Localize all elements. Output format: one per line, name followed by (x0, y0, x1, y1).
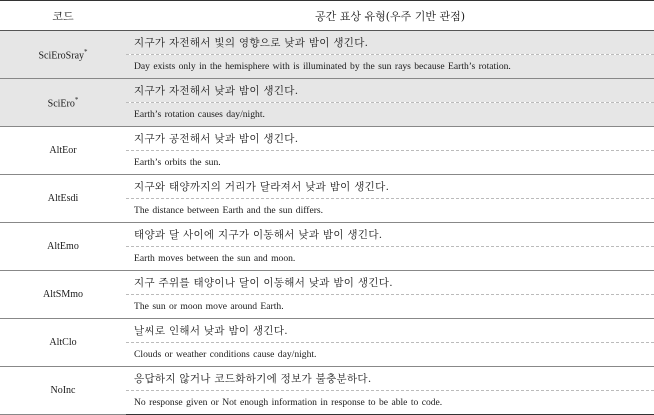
table-header-row (0, 1, 654, 31)
code-label: AltClo (49, 337, 77, 348)
korean-description: 태양과 달 사이에 지구가 이동해서 낮과 밤이 생긴다. (126, 223, 654, 247)
code-cell (0, 223, 126, 271)
korean-description: 지구가 자전해서 낮과 밤이 생긴다. (126, 79, 654, 103)
table-row (0, 127, 654, 151)
code-label: SciEroSray (38, 50, 85, 62)
korean-description: 지구가 공전해서 낮과 밤이 생긴다. (126, 127, 654, 151)
code-cell (0, 127, 126, 175)
code-mark: * (84, 47, 88, 56)
english-description: No response given or Not enough information in response to be able to code. (126, 391, 654, 415)
code-cell (0, 175, 126, 223)
english-description: Day exists only in the hemisphere with is illuminated by the sun rays because Earth’s rotation. (126, 55, 654, 79)
korean-description: 지구가 자전해서 빛의 영향으로 낮과 밤이 생긴다. (126, 31, 654, 55)
korean-description: 응답하지 않거나 코드화하기에 정보가 불충분하다. (126, 367, 654, 391)
code-label: AltSMmo (42, 289, 83, 300)
table-row (0, 175, 654, 199)
code-cell (0, 319, 126, 367)
header-code: 코드 (0, 1, 126, 31)
code-mark: * (74, 95, 79, 104)
code-label: NoInc (50, 385, 76, 396)
table-row (0, 79, 654, 103)
english-description: Clouds or weather conditions cause day/night. (126, 343, 654, 367)
korean-description: 날씨로 인해서 낮과 밤이 생긴다. (126, 319, 654, 343)
table-row (0, 367, 654, 391)
code-cell (0, 367, 126, 415)
table-row (0, 223, 654, 247)
english-description: Earth’s rotation causes day/night. (126, 103, 654, 127)
code-label: SciEro (47, 98, 75, 110)
code-label: AltEmo (47, 241, 79, 252)
table-row (0, 319, 654, 343)
code-cell (0, 79, 126, 127)
table-row (0, 271, 654, 295)
code-cell (0, 271, 126, 319)
english-description: Earth’s orbits the sun. (126, 151, 654, 175)
header-description: 공간 표상 유형(우주 기반 관점) (126, 1, 654, 31)
korean-description: 지구 주위를 태양이나 달이 이동해서 낮과 밤이 생긴다. (126, 271, 654, 295)
korean-description: 지구와 태양까지의 거리가 달라져서 낮과 밤이 생긴다. (126, 175, 654, 199)
table-row (0, 31, 654, 55)
code-label: AltEsdi (47, 193, 79, 204)
code-label: AltEor (49, 145, 77, 156)
code-cell (0, 31, 126, 79)
english-description: The sun or moon move around Earth. (126, 295, 654, 319)
english-description: The distance between Earth and the sun differs. (126, 199, 654, 223)
english-description: Earth moves between the sun and moon. (126, 247, 654, 271)
